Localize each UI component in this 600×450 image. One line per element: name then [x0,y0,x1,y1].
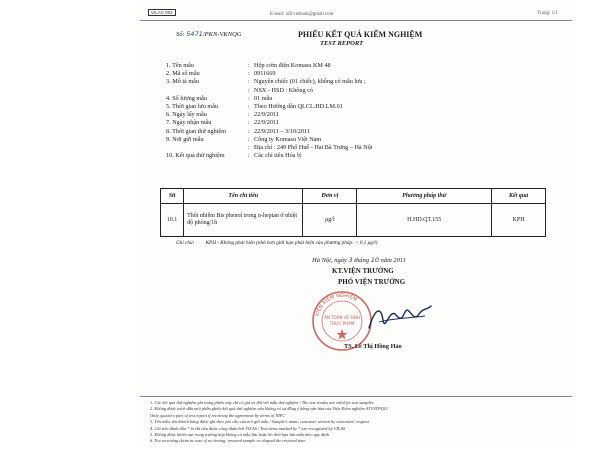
report-title-vn: PHIẾU KẾT QUẢ KIỂM NGHIỆM [298,30,423,39]
footnote-line: 2. Không được trích dẫn một phần phiếu kết quả thử nghiệm nếu không có sự đồng ý bằng văn bản của Viện Kiểm nghiệm ATVSTPQG/ [150,406,389,412]
info-row [166,152,566,160]
footnote-line: 4. Chỉ tiêu đánh dấu * là chỉ tiêu được công nhận bởi VILAS / Test items marked by * are recognized by VILAS [150,425,346,431]
info-value: 01 mẫu [254,94,273,102]
info-label: 1. Tên mẫu [166,62,194,69]
info-colon: : [248,143,250,151]
table-row [161,204,546,237]
info-row [166,87,566,95]
info-value: Địa chỉ : 249 Phố Huế - Hai Bà Trưng – Hà Nội [254,143,373,151]
letterhead [140,4,572,18]
info-row [166,78,566,86]
info-colon: : [248,135,250,143]
info-row [166,128,566,136]
info-label: 3. Mô tả mẫu [166,78,199,86]
footer-divider [140,396,572,397]
info-row [166,95,566,103]
date-day: 3 [348,256,353,264]
info-label: 10. Kết quả thử nghiệm [166,152,225,160]
svg-text:VIỆN KIỂM NGHIỆM: VIỆN KIỂM NGHIỆM [314,292,358,318]
col-unit: Đơn vị [303,189,357,204]
page-number: Trang: 1/1 [537,11,558,16]
signer-name: TS. Lê Thị Hồng Hảo [344,343,402,350]
contact-line: E-mail: nifcvietnam@gmail.com [270,12,334,17]
footnote-line: Only quoted a part of test report if receiving the agreement by terms of NIFC [150,412,286,418]
info-label: 9. Nơi gửi mẫu [166,135,204,143]
col-name: Tên chỉ tiêu [184,189,303,204]
info-value: Nguyên chiếc (01 chiếc), không có mẫu lưu ; [254,78,366,86]
info-row [166,144,566,152]
info-colon: : [248,70,250,78]
footnote-line: 3. Tên mẫu, tên khách hàng được ghi theo yêu cầu của nơi gửi mẫu / Sample's name, customer written by customers' request [150,419,369,425]
report-number [176,30,242,38]
info-row [166,111,566,119]
report-number-prefix: Số: [176,31,185,38]
vilas-logo: VILAS 093 [148,9,176,16]
row-result: KPH [492,204,546,237]
col-method: Phương pháp thử [357,189,492,204]
info-value: 22/9/2011 [254,119,279,127]
info-value: Hộp cơm điện Komasu KM 48 [254,62,331,69]
info-label: 7. Ngày nhận mẫu [166,119,212,127]
info-row [166,119,566,127]
col-stt: Stt [161,189,184,204]
info-value: Công ty Komasu Việt Nam [254,135,322,143]
footnotes [150,400,564,445]
row-name: Thôi nhiễm Bis phenol trong n-heptan ở nhiệt độ phòng/1h [184,204,303,237]
info-value: 22/9/2011 – 3/10/2011 [254,127,310,135]
signatory-title-1: KT.VIỆN TRƯỞNG [332,267,394,275]
footnote-line: 6. Not receiving claim in case of no having, restored sample or elapsed the restored time [150,438,306,444]
info-colon: : [248,102,250,110]
info-row [166,70,566,78]
info-colon: : [248,119,250,127]
report-title-en: TEST REPORT [320,40,364,47]
date-year: năm 2011 [380,257,406,264]
note-label: Ghi chú: [176,240,195,246]
info-label: 4. Số lượng mẫu [166,94,208,102]
col-result: Kết quả [492,189,546,204]
issue-date [312,256,406,264]
info-colon: : [248,111,250,119]
report-number-handwritten: 5471 [186,30,203,38]
date-place: Hà Nội, ngày [312,257,347,264]
info-colon: : [248,127,250,135]
results-table-header [161,189,546,204]
sample-info-list [166,62,566,160]
table-note [176,240,377,246]
info-label: 6. Ngày lấy mẫu [166,111,207,119]
info-label: 5. Thời gian lưu mẫu [166,102,219,110]
info-colon: : [248,78,250,86]
handwritten-signature-icon [365,300,435,336]
info-value: 22/9/2011 [254,111,279,119]
info-row [166,103,566,111]
info-value: Các chỉ tiêu Hóa lý [254,152,302,160]
footnote-line: 1. Các kết quả thử nghiệm ghi trong phiếu này chỉ có giá trị đối với mẫu thử nghiệm / The test results are valid for test samples [150,400,374,405]
date-month: 10 [370,256,379,264]
results-table [160,188,546,237]
svg-text:AN TOÀN VỆ SINH: AN TOÀN VỆ SINH [324,315,360,320]
footnote-line: 5. Không được khiếu nại trong trường hợp không có mẫu lưu hoặc bỏ thời hạn lưu mẫu theo quy định [150,432,329,438]
info-value: NSX - HSD : Không có [254,86,313,94]
info-colon: : [248,152,250,160]
date-month-label: tháng [354,257,370,264]
note-text: KPH - Không phát hiện (nhỏ hơn giới hạn phát hiện của phương pháp: < 0,1 μg/l) [205,240,378,246]
row-method: H.HD.QT.155 [357,204,492,237]
info-colon: : [248,86,250,94]
info-value: 0911669 [254,70,276,78]
row-unit: μg/l [303,204,357,237]
info-row [166,136,566,144]
test-report-page [140,4,572,448]
report-number-suffix: /PKN-VKNQG [202,31,242,38]
info-row [166,62,566,70]
info-colon: : [248,62,250,69]
info-label: 2. Mã số mẫu [166,70,200,78]
info-label: 8. Thời gian thử nghiệm [166,127,226,135]
header-divider [140,20,572,21]
row-stt: 10.1 [161,204,184,237]
signatory-title-2: PHÓ VIỆN TRƯỞNG [338,278,406,286]
info-colon: : [248,94,250,102]
svg-text:THỰC PHẨM: THỰC PHẨM [329,321,355,326]
info-value: Theo Hướng dẫn QLCL.HD.LM.01 [254,102,343,110]
